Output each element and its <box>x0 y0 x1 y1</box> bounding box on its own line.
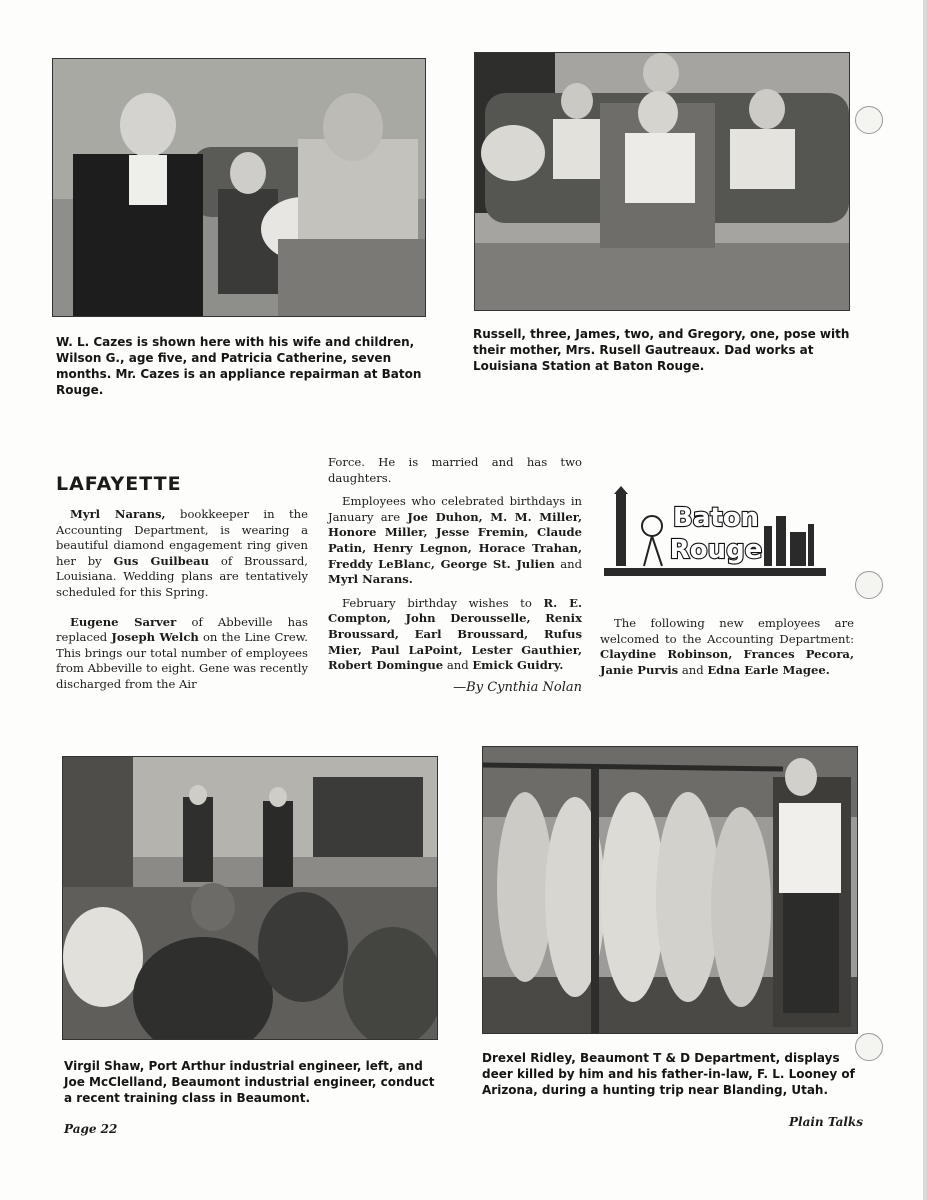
caption-cazes-family: W. L. Cazes is shown here with his wife and children, Wilson G., age five, and Patricia Catherine, seven months. Mr. Cazes is an appliance repairman at Baton Rouge. <box>56 335 422 397</box>
new-employee-names: Claydine Robinson, Frances Pecora, Janie Purvis <box>600 647 854 677</box>
caption-training-class: Virgil Shaw, Port Arthur industrial engineer, left, and Joe McClelland, Beaumont industrial engineer, conduct a recent training class in Beaumont. <box>64 1059 435 1105</box>
article-paragraph: Eugene Sarver of Abbeville has replaced Joseph Welch on the Line Crew. This brings our total number of employees from Abbeville to eight. Gene was recently discharged from the Air <box>56 614 308 691</box>
article-paragraph: Employees who celebrated birthdays in January are Joe Duhon, M. M. Miller, Honore Miller, Jesse Fremin, Claude Patin, Henry Legnon, Horace Trahan, Freddy LeBlanc, George St. Julien and Myrl Narans. <box>328 494 582 587</box>
person-name: Edna Earle Magee. <box>707 662 830 677</box>
birthday-names: R. E. Compton, John Derousselle, Renix Broussard, Earl Broussard, Rufus Mier, Paul LaPoint, Lester Gauthier, Robert Domingue <box>328 595 582 673</box>
section-heading-lafayette: LAFAYETTE <box>56 473 182 495</box>
baton-rouge-logo <box>604 486 826 584</box>
article-paragraph: The following new employees are welcomed to the Accounting Department: Claydine Robinson, Frances Pecora, Janie Purvis and Edna Earle Magee. <box>600 616 854 677</box>
lafayette-column-1 <box>56 507 308 707</box>
person-name: Myrl Narans, <box>70 507 166 521</box>
punch-hole <box>855 106 883 134</box>
page-edge <box>923 0 927 1200</box>
person-name: Eugene Sarver <box>70 614 177 629</box>
article-paragraph: Myrl Narans, bookkeeper in the Accounting Department, is wearing a beautiful diamond engagement ring given her by Gus Guilbeau of Broussard, Louisiana. Wedding plans are tentatively scheduled for this Spring. <box>56 507 309 599</box>
photo-deer-hunt <box>482 746 858 1034</box>
punch-hole <box>855 571 883 599</box>
person-name: Gus Guilbeau <box>113 553 210 568</box>
photo-gautreaux-family <box>474 52 850 311</box>
publication-name: Plain Talks <box>789 1115 864 1129</box>
page-number: Page 22 <box>64 1122 118 1136</box>
article-paragraph: February birthday wishes to R. E. Compton, John Derousselle, Renix Broussard, Earl Broussard, Rufus Mier, Paul LaPoint, Lester Gauthier, Robert Domingue and Emick Guidry. <box>328 595 582 673</box>
logo-text-line2: Rouge <box>669 535 763 565</box>
logo-text-line1: Baton <box>672 503 760 533</box>
caption-gautreaux-family: Russell, three, James, two, and Gregory, one, pose with their mother, Mrs. Rusell Gautreaux. Dad works at Louisiana Station at Baton Rouge. <box>473 327 850 373</box>
lafayette-column-2 <box>328 455 582 695</box>
person-name: Joseph Welch <box>111 630 199 645</box>
person-name: Emick Guidry. <box>472 658 564 673</box>
photo-cazes-family <box>52 58 426 317</box>
caption-deer-hunt: Drexel Ridley, Beaumont T & D Department, displays deer killed by him and his father-in-law, F. L. Looney of Arizona, during a hunting trip near Blanding, Utah. <box>482 1051 855 1097</box>
article-paragraph: Force. He is married and has two daughters. <box>328 455 582 485</box>
baton-rouge-column <box>600 616 854 692</box>
person-name: Myrl Narans. <box>328 572 413 587</box>
photo-training-class <box>62 756 438 1040</box>
birthday-names: Joe Duhon, M. M. Miller, Honore Miller, Jesse Fremin, Claude Patin, Henry Legnon, Horace Trahan, Freddy LeBlanc, George St. Julien <box>328 509 582 571</box>
byline: —By Cynthia Nolan <box>453 679 582 695</box>
